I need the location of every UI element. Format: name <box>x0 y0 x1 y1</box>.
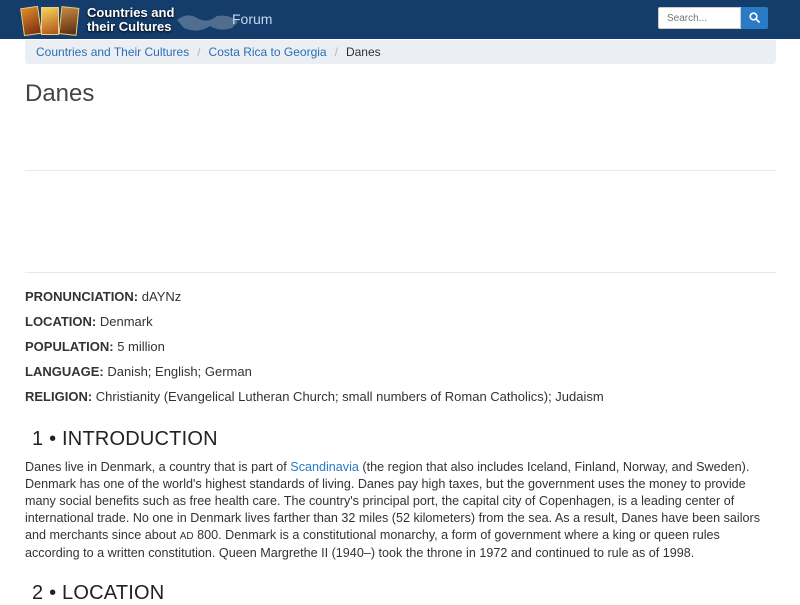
era-abbreviation: AD <box>179 531 194 542</box>
fact-label: POPULATION: <box>25 339 114 354</box>
fact-value: dAYNz <box>138 289 182 304</box>
fact-value: 5 million <box>113 339 165 354</box>
fact-language <box>25 364 776 380</box>
fact-label: PRONUNCIATION: <box>25 289 139 304</box>
fact-pronunciation <box>25 289 776 305</box>
navbar <box>0 0 800 39</box>
scandinavia-link[interactable]: Scandinavia <box>290 460 359 474</box>
breadcrumb-current: Danes <box>345 45 381 59</box>
paragraph-text: Danes live in Denmark, a country that is part of <box>25 460 291 474</box>
breadcrumb-link-costa-rica-to-georgia[interactable]: Costa Rica to Georgia <box>208 45 327 59</box>
paragraph-text: 800. Denmark is a constitutional monarchy, a form of government where a king or queen rules according to a written constitution. Queen Margrethe II (1940–) took the throne in 1972 and continued to rule as of 1998. <box>25 528 720 560</box>
breadcrumb-separator: / <box>197 45 201 59</box>
fact-value: Danish; English; German <box>103 364 252 379</box>
fact-location <box>25 314 776 330</box>
introduction-paragraph <box>25 459 777 562</box>
search-input[interactable] <box>658 7 741 29</box>
fact-population <box>25 339 776 355</box>
search-icon <box>749 12 760 23</box>
search-button[interactable] <box>741 7 768 29</box>
logo-text-line1: Countries and <box>87 5 175 20</box>
paragraph-text: (the region that also includes Iceland, Finland, Norway, and Sweden). Denmark has one of the world's highest standards of living. Danes pay high taxes, but the government uses the money to provide many social benefits such as free health care. The country's principal port, the capital city of Copenhagen, is a leading center of international trade. No one in Denmark lives farther than 32 miles (52 kilometers) from the sea. As a result, Danes have been sailors and merchants since about <box>25 460 760 542</box>
divider <box>25 170 776 171</box>
breadcrumb <box>25 40 776 64</box>
site-logo[interactable] <box>22 4 175 38</box>
fact-label: LOCATION: <box>25 314 97 329</box>
fact-religion <box>25 389 776 405</box>
nav-forum-link[interactable]: Forum <box>232 11 273 27</box>
section-heading-introduction: 1 • INTRODUCTION <box>32 428 218 450</box>
fact-label: LANGUAGE: <box>25 364 104 379</box>
logo-text-line2: their Cultures <box>87 19 172 34</box>
section-heading-location: 2 • LOCATION <box>32 582 165 604</box>
fact-value: Christianity (Evangelical Lutheran Church; small numbers of Roman Catholics); Judaism <box>92 389 604 404</box>
facts-list <box>25 289 776 414</box>
page-title: Danes <box>25 80 95 107</box>
fact-value: Denmark <box>96 314 153 329</box>
fact-label: RELIGION: <box>25 389 93 404</box>
logo-text <box>87 6 174 34</box>
divider <box>25 272 776 273</box>
breadcrumb-link-countries[interactable]: Countries and Their Cultures <box>36 45 190 59</box>
breadcrumb-separator: / <box>334 45 338 59</box>
logo-image <box>22 4 82 38</box>
